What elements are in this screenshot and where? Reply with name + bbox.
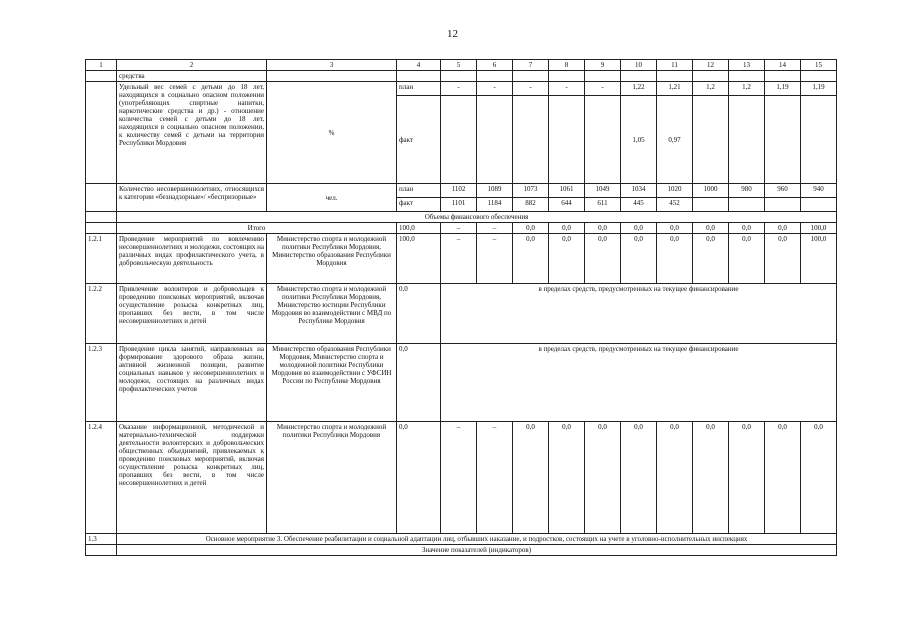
value-cell: -: [585, 82, 621, 96]
unit-cell: чел.: [267, 184, 397, 212]
value-cell: 0,0: [765, 223, 801, 234]
plan-label: план: [397, 184, 441, 198]
table-cell: [477, 71, 513, 82]
executor: Министерство спорта и молодежной политики Республики Мордовия: [267, 422, 397, 534]
value-cell: 0,0: [513, 223, 549, 234]
table-cell: [86, 223, 117, 234]
header-cell: 11: [657, 60, 693, 71]
indicator-name-share: Удельный вес семей с детьми до 18 лет, находящихся в социально опасном положении (употребляющих спиртные напитки, наркотические средства и др.) - отношение количества семей с детьми до 18 лет, находящихся в социально опасном положении, к количеству семей с детьми на территории Республики Мордовия: [117, 82, 267, 184]
value-cell: [693, 198, 729, 212]
unit-cell: %: [267, 82, 397, 184]
value-cell: 940: [801, 184, 837, 198]
value-cell: 0,0: [397, 284, 441, 344]
total-row: [86, 223, 837, 234]
header-cell: 15: [801, 60, 837, 71]
value-cell: 980: [729, 184, 765, 198]
value-cell: 644: [549, 198, 585, 212]
header-cell: 14: [765, 60, 801, 71]
value-cell: -: [549, 82, 585, 96]
value-cell: 1000: [693, 184, 729, 198]
value-cell: 0,0: [801, 422, 837, 534]
measure-row: [86, 234, 837, 284]
table-cell: [657, 71, 693, 82]
header-cell: 9: [585, 60, 621, 71]
header-cell: 4: [397, 60, 441, 71]
measure-name: Оказание информационной, методической и материально-технической поддержки деятельности волонтерских и добровольческих общественных объединений, привлекаемых к проведению поисковых мероприятий, включая осуществление розыска конкретных лиц, пропавших без вести, в том числе несовершеннолетних и детей: [117, 422, 267, 534]
value-cell: -: [477, 82, 513, 96]
value-cell: –: [477, 234, 513, 284]
value-cell: 0,0: [729, 422, 765, 534]
executor: Министерство спорта и молодежной политики Республики Мордовия, Министерство юстиции Республики Мордовия во взаимодействии с МВД по Республике Мордовия: [267, 284, 397, 344]
value-cell: 1,05: [621, 96, 657, 184]
total-label: Итого: [117, 223, 397, 234]
value-cell: 0,0: [657, 223, 693, 234]
value-cell: -: [441, 82, 477, 96]
value-cell: –: [441, 234, 477, 284]
header-cell: 8: [549, 60, 585, 71]
table-cell: [86, 82, 117, 184]
value-cell: [729, 198, 765, 212]
fact-label: факт: [397, 96, 441, 184]
value-cell: 0,0: [693, 223, 729, 234]
value-cell: 0,0: [657, 234, 693, 284]
value-cell: –: [441, 223, 477, 234]
value-cell: [801, 96, 837, 184]
value-cell: 611: [585, 198, 621, 212]
value-cell: 0,0: [549, 234, 585, 284]
measure-row: [86, 344, 837, 422]
indicators-header: Значение показателей (индикаторов): [117, 545, 837, 556]
measure-row: [86, 422, 837, 534]
table-cell: [86, 184, 117, 212]
row-number: 1.2.4: [86, 422, 117, 534]
value-cell: [513, 96, 549, 184]
value-cell: [549, 96, 585, 184]
indicator-name-cont: средства: [117, 71, 267, 82]
value-cell: 1,21: [657, 82, 693, 96]
table-row: [86, 82, 837, 96]
value-cell: 1020: [657, 184, 693, 198]
table-row: [86, 71, 837, 82]
main-measure-row: [86, 534, 837, 545]
table-cell: [397, 71, 441, 82]
value-cell: 0,0: [585, 234, 621, 284]
measure-name: Проведение цикла занятий, направленных на формирование здорового образа жизни, активной жизненной позиции, развитие социальных навыков у несовершеннолетних и молодежи, состоящих на различных видах профилактических учетов: [117, 344, 267, 422]
value-cell: 0,0: [549, 422, 585, 534]
value-cell: 1049: [585, 184, 621, 198]
value-cell: 100,0: [397, 234, 441, 284]
measure-row: [86, 284, 837, 344]
value-cell: 1101: [441, 198, 477, 212]
value-cell: 0,0: [693, 422, 729, 534]
value-cell: 1,2: [693, 82, 729, 96]
header-cell: 10: [621, 60, 657, 71]
value-cell: 1,19: [801, 82, 837, 96]
measure-name: Привлечение волонтеров и добровольцев к проведению поисковых мероприятий, включая осуществление розыска конкретных лиц, пропавших без вести, в том числе несовершеннолетних и детей: [117, 284, 267, 344]
header-cell: 6: [477, 60, 513, 71]
value-cell: 452: [657, 198, 693, 212]
value-cell: 0,0: [693, 234, 729, 284]
measure-name: Проведение мероприятий по вовлечению несовершеннолетних и молодежи, состоящих на различных видах профилактического учета, в добровольческую деятельность: [117, 234, 267, 284]
value-cell: 1,2: [729, 82, 765, 96]
value-cell: 0,0: [513, 234, 549, 284]
value-cell: [729, 96, 765, 184]
value-cell: [477, 96, 513, 184]
header-cell: 5: [441, 60, 477, 71]
header-row: [86, 60, 837, 71]
value-cell: 1089: [477, 184, 513, 198]
value-cell: 445: [621, 198, 657, 212]
value-cell: 1184: [477, 198, 513, 212]
value-cell: 1034: [621, 184, 657, 198]
value-cell: 1061: [549, 184, 585, 198]
value-cell: [693, 96, 729, 184]
table-cell: [693, 71, 729, 82]
table-cell: [765, 71, 801, 82]
header-cell: 1: [86, 60, 117, 71]
value-cell: 100,0: [397, 223, 441, 234]
executor: Министерство спорта и молодежной политики Республики Мордовия, Министерство образования Республики Мордовия: [267, 234, 397, 284]
row-number: 1.2.1: [86, 234, 117, 284]
header-cell: 7: [513, 60, 549, 71]
value-cell: 0,0: [621, 234, 657, 284]
value-cell: –: [477, 422, 513, 534]
table-cell: [801, 71, 837, 82]
executor: Министерство образования Республики Мордовия, Министерство спорта и молодежной политики Республики Мордовия во взаимодействии с УФСИН России по Республике Мордовия: [267, 344, 397, 422]
value-cell: -: [513, 82, 549, 96]
value-cell: 0,0: [621, 422, 657, 534]
fact-label: факт: [397, 198, 441, 212]
table-cell: [86, 545, 117, 556]
value-cell: –: [441, 422, 477, 534]
value-cell: [585, 96, 621, 184]
row-number: 1.2.3: [86, 344, 117, 422]
page-number: 12: [447, 28, 458, 40]
value-cell: 0,0: [729, 223, 765, 234]
table-cell: [86, 71, 117, 82]
table-row: [86, 184, 837, 198]
funding-note: в пределах средств, предусмотренных на текущее финансирование: [441, 284, 837, 344]
value-cell: 1073: [513, 184, 549, 198]
table-cell: [729, 71, 765, 82]
plan-label: план: [397, 82, 441, 96]
table-cell: [267, 71, 397, 82]
value-cell: 0,0: [765, 422, 801, 534]
header-cell: 2: [117, 60, 267, 71]
value-cell: 0,0: [549, 223, 585, 234]
header-cell: 13: [729, 60, 765, 71]
value-cell: [765, 198, 801, 212]
value-cell: 960: [765, 184, 801, 198]
row-number: 1.2.2: [86, 284, 117, 344]
program-table: [85, 59, 837, 556]
value-cell: [801, 198, 837, 212]
value-cell: 0,0: [397, 422, 441, 534]
table-cell: [86, 212, 117, 223]
header-cell: 3: [267, 60, 397, 71]
value-cell: 882: [513, 198, 549, 212]
value-cell: [765, 96, 801, 184]
row-number: 1.3: [86, 534, 117, 545]
value-cell: 0,97: [657, 96, 693, 184]
table-cell: [549, 71, 585, 82]
indicator-name-count: Количество несовершеннолетних, относящихся к категории «безнадзорные»/ «беспризорные»: [117, 184, 267, 212]
value-cell: 0,0: [657, 422, 693, 534]
section-header-row: [86, 212, 837, 223]
value-cell: 100,0: [801, 234, 837, 284]
table-cell: [621, 71, 657, 82]
table-cell: [585, 71, 621, 82]
main-measure-title: Основное мероприятие 3. Обеспечение реабилитации и социальной адаптации лиц, отбывших наказание, и подростков, состоящих на учете в уголовно-исполнительных инспекциях: [117, 534, 837, 545]
value-cell: 0,0: [729, 234, 765, 284]
value-cell: 0,0: [621, 223, 657, 234]
finance-header: Объемы финансового обеспечения: [117, 212, 837, 223]
value-cell: 1,22: [621, 82, 657, 96]
value-cell: 0,0: [513, 422, 549, 534]
value-cell: 1102: [441, 184, 477, 198]
section-header-row: [86, 545, 837, 556]
table-cell: [441, 71, 477, 82]
value-cell: –: [477, 223, 513, 234]
value-cell: [441, 96, 477, 184]
table-cell: [513, 71, 549, 82]
value-cell: 1,19: [765, 82, 801, 96]
value-cell: 0,0: [585, 422, 621, 534]
value-cell: 0,0: [397, 344, 441, 422]
funding-note: в пределах средств, предусмотренных на текущее финансирование: [441, 344, 837, 422]
value-cell: 100,0: [801, 223, 837, 234]
header-cell: 12: [693, 60, 729, 71]
value-cell: 0,0: [765, 234, 801, 284]
value-cell: 0,0: [585, 223, 621, 234]
